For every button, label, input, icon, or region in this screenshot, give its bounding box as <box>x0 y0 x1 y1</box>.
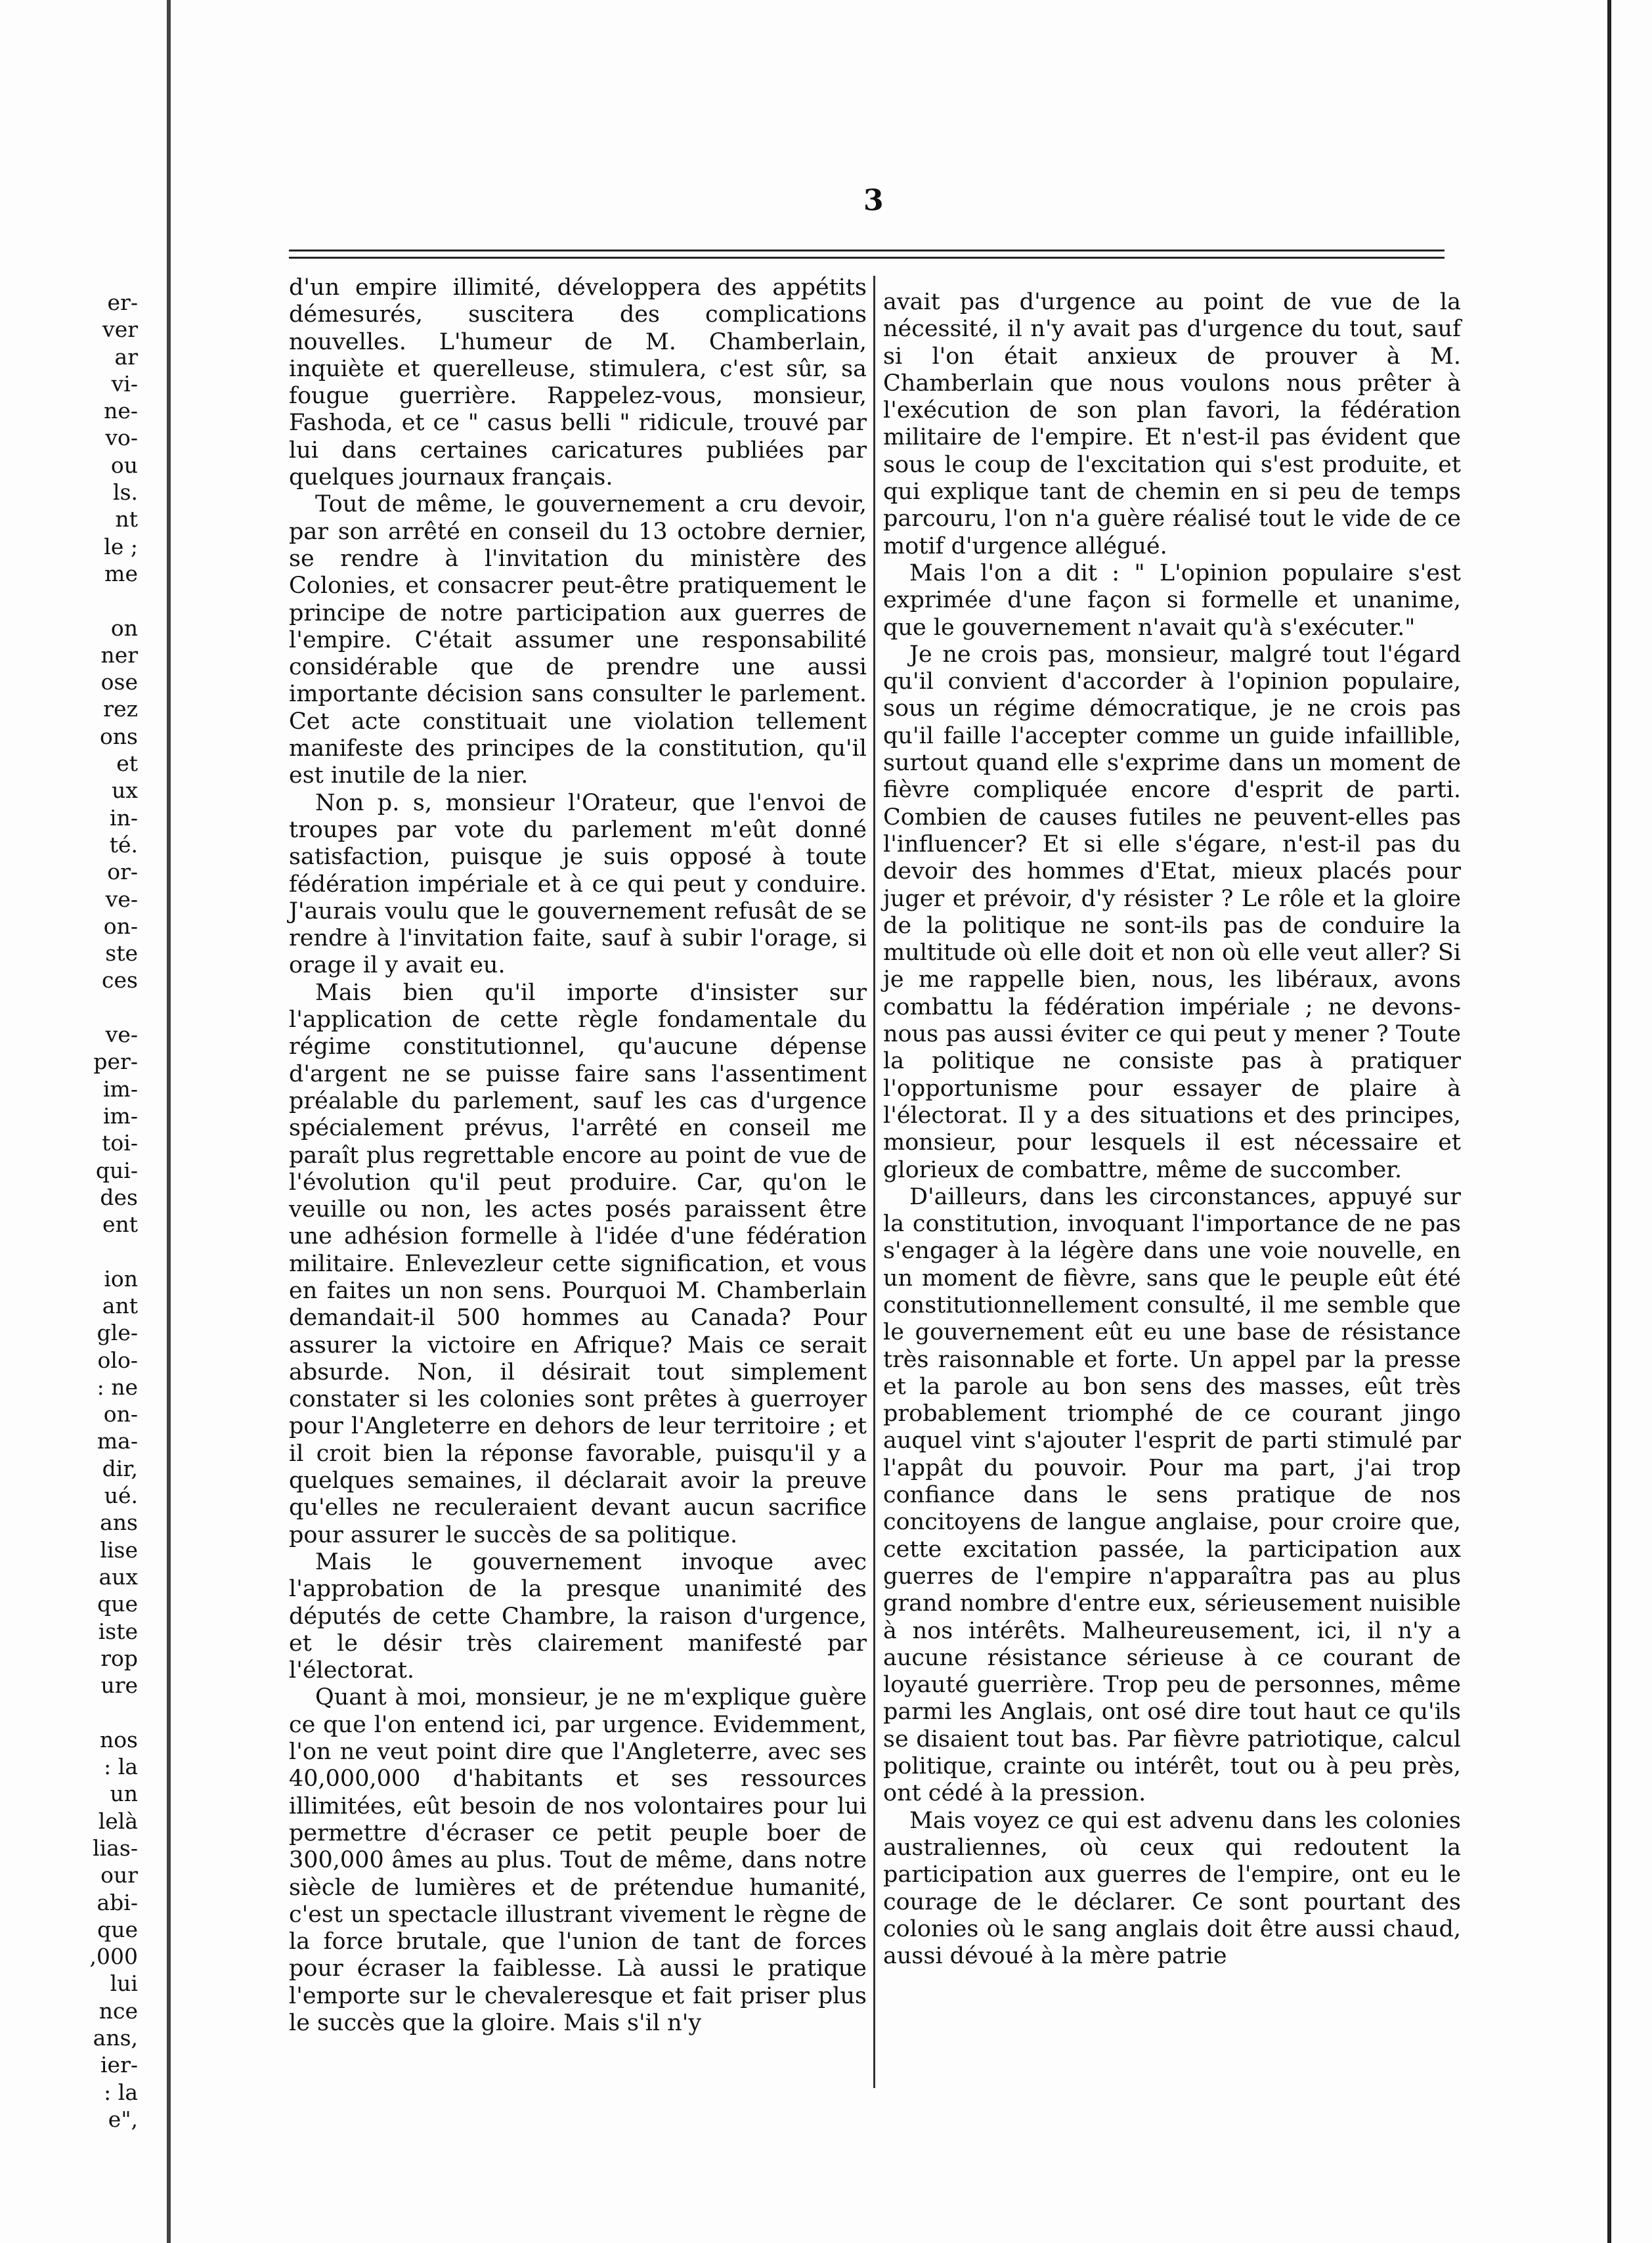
right-text-column <box>883 289 1461 1970</box>
paragraph: avait pas d'urgence au point de vue de la nécessité, il n'y avait pas d'urgence du tout, sauf si l'on était anxieux de prouver à M. Chamberlain que nous voulons nous prêter à l'exécution de son plan favori, la fédération militaire de l'empire. Et n'est-il pas évident que sous le coup de l'excitation qui s'est produite, et qui explique tant de chemin en si peu de temps parcouru, l'on n'a guère réalisé tout le vide de ce motif d'urgence allégué. <box>883 289 1461 559</box>
paragraph: Mais bien qu'il importe d'insister sur l'application de cette règle fondamentale du régime constitutionnel, qu'aucune dépense d'argent ne se puisse faire sans l'assentiment préalable du parlement, sauf les cas d'urgence spécialement prévus, l'arrêté en conseil me paraît plus regrettable encore au point de vue de l'évolution qu'il peut produire. Car, qu'on le veuille ou non, les actes posés paraissent être une adhésion formelle à l'idée d'une fédération militaire. Enlevezleur cette signification, et vous en faites un non sens. Pourquoi M. Chamberlain demandait-il 500 hommes au Canada? Pour assurer la victoire en Afrique? Mais ce serait absurde. Non, il désirait tout simplement constater si les colonies sont prêtes à guerroyer pour l'Angleterre en dehors de leur territoire ; et il croit bien la réponse favorable, puisqu'il y a quelques semaines, il déclarait avoir la preuve qu'elles ne reculeraient devant aucun sacrifice pour assurer le succès de sa politique. <box>289 979 867 1548</box>
paragraph: Je ne crois pas, monsieur, malgré tout l'égard qu'il convient d'accorder à l'opinion populaire, sous un régime démocratique, je ne crois pas qu'il faille l'accepter comme un guide infaillible, surtout quand elle s'exprime dans un moment de fièvre compliquée encore d'esprit de parti. Combien de causes futiles ne peuvent-elles pas l'influencer? Et si elle s'égare, n'est-il pas du devoir des hommes d'Etat, mieux placés pour juger et prévoir, d'y résister ? Le rôle et la gloire de la politique ne sont-ils pas de conduire la multitude où elle doit et non où elle veut aller? Si je me rappelle bien, nous, les libéraux, avons combattu la fédération impériale ; ne devons-nous pas aussi éviter ce qui peut y mener ? Toute la politique ne consiste pas à pratiquer l'opportunisme pour essayer de plaire à l'électorat. Il y a des situations et des principes, monsieur, pour lesquels il est nécessaire et glorieux de combattre, même de succomber. <box>883 641 1461 1183</box>
left-text-column <box>289 274 867 2037</box>
column-divider <box>873 276 875 2088</box>
paragraph: Non p. s, monsieur l'Orateur, que l'envoi de troupes par vote du parlement m'eût donné satisfaction, puisque je suis opposé à toute fédération impériale et à ce qui peut y conduire. J'aurais voulu que le gouvernement refusât de se rendre à l'invitation faite, sauf à subir l'orage, si orage il y avait eu. <box>289 789 867 979</box>
paragraph: D'ailleurs, dans les circonstances, appuyé sur la constitution, invoquant l'importance de ne pas s'engager à la légère dans une voie nouvelle, en un moment de fièvre, sans que le peuple eût été constitutionnellement consulté, il me semble que le gouvernement eût eu une base de résistance très raisonnable et forte. Un appel par la presse et la parole au bon sens des masses, eût très probablement triomphé de ce courant jingo auquel vint s'ajouter l'esprit de parti stimulé par l'appât du pouvoir. Pour ma part, j'ai trop confiance dans le sens pratique de nos concitoyens de langue anglaise, pour croire que, cette excitation passée, la participation aux guerres de l'empire n'apparaîtra pas au plus grand nombre d'entre eux, sérieusement nuisible à nos intérêts. Malheureusement, ici, il n'y a aucune résistance sérieuse à ce courant de loyauté guerrière. Trop peu de personnes, même parmi les Anglais, ont osé dire tout haut ce qu'ils se disaient tout bas. Par fièvre patriotique, calcul politique, crainte ou intérêt, tout ou à peu près, ont cédé à la pression. <box>883 1183 1461 1807</box>
paragraph: Tout de même, le gouvernement a cru devoir, par son arrêté en conseil du 13 octobre dernier, se rendre à l'invitation du ministère des Colonies, et consacrer peut-être pratiquement le principe de notre participation aux guerres de l'empire. C'était assumer une responsabilité considérable que de prendre une aussi importante décision sans consulter le parlement. Cet acte constituait une violation tellement manifeste des principes de la constitution, qu'il est inutile de la nier. <box>289 491 867 789</box>
paragraph: Mais l'on a dit : " L'opinion populaire s'est exprimée d'une façon si formelle et unanime, que le gouvernement n'avait qu'à s'exécuter." <box>883 559 1461 641</box>
paragraph: Quant à moi, monsieur, je ne m'explique guère ce que l'on entend ici, par urgence. Evidemment, l'on ne veut point dire que l'Angleterre, avec ses 40,000,000 d'habitants et ses ressources illimitées, eût besoin de nos volontaires pour lui permettre d'écraser ce petit peuple boer de 300,000 âmes au plus. Tout de même, dans notre siècle de lumières et de prétendue humanité, c'est un spectacle illustrant vivement le règne de la force brutale, que l'union de tant de forces pour écraser la faiblesse. Là aussi le pratique l'emporte sur le chevaleresque et fait priser plus le succès que la gloire. Mais s'il n'y <box>289 1684 867 2036</box>
binding-gutter-line <box>167 0 171 2243</box>
page-right-edge <box>1607 0 1611 2243</box>
previous-page-fragment: er- ver ar vi- ne- vo- ou ls. nt le ; me on ner ose rez ons et ux in- té. or- ve- on- ste ces ve- per- im- im- toi- qui- des ent ion ant gle- olo- : ne on- ma- dir, ué. ans lise aux que iste rop ure nos : la un lelà lias- our abi- que ,000 lui nce ans, ier- : la e", <box>89 290 138 2132</box>
header-double-rule <box>289 250 1445 259</box>
paragraph: Mais le gouvernement invoque avec l'approbation de la presque unanimité des députés de cette Chambre, la raison d'urgence, et le désir très clairement manifesté par l'électorat. <box>289 1548 867 1684</box>
page-number: 3 <box>863 184 884 217</box>
paragraph: Mais voyez ce qui est advenu dans les colonies australiennes, où ceux qui redoutent la participation aux guerres de l'empire, ont eu le courage de le déclarer. Ce sont pourtant des colonies où le sang anglais doit être aussi chaud, aussi dévoué à la mère patrie <box>883 1807 1461 1970</box>
paragraph: d'un empire illimité, développera des appétits démesurés, suscitera des complications nouvelles. L'humeur de M. Chamberlain, inquiète et querelleuse, stimulera, c'est sûr, sa fougue guerrière. Rappelez-vous, monsieur, Fashoda, et ce " casus belli " ridicule, trouvé par lui dans certaines caricatures publiées par quelques journaux français. <box>289 274 867 491</box>
